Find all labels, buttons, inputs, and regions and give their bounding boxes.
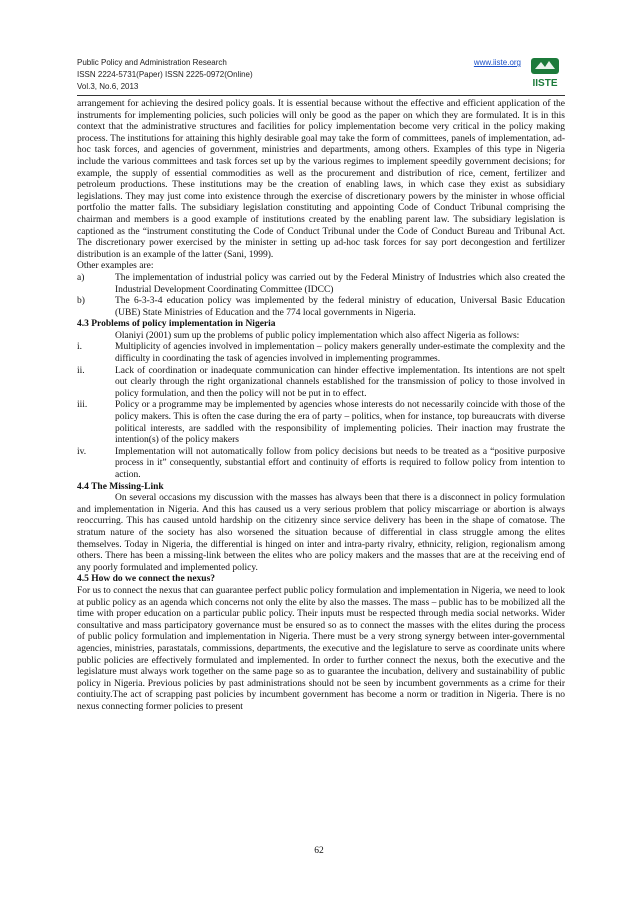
header-rule bbox=[77, 95, 565, 96]
list-item-text: Lack of coordination or inadequate communication can hinder effective implementation. Its intentions are not spelt out clearly through the right organizational channels established for the transmission of policy to those involved in policy formulation, and then the policy will not be put in to effect. bbox=[115, 365, 565, 399]
list-item bbox=[77, 447, 565, 482]
journal-title: Public Policy and Administration Research bbox=[77, 58, 227, 67]
paragraph: For us to connect the nexus that can guarantee perfect public policy formulation and implementation in Nigeria, we need to look at public policy as an agenda which concerns not only the elite by also the masses. The mass – public has to be mobilized all the time with proper education on a particular public policy. Their inputs must be respected through media social networks. Wider consultative and mass participatory governance must be ensured so as to connect the masses with the elites during the process of public policy formulation and implementation in Nigeria. There must be a very strong synergy between inter-governmental agencies, ministries, parastatals, commissions, departments, the executive and the legislature to serve as coordinate units where public policies are effectively formulated and implemented. In order to further connect the nexus, both the executive and the legislature must always work together on the same page so as to guarantee the incubation, delivery and sustainability of public policy in Nigeria. Previous policies by past administrations should not be seen by incumbent governments as a crime for their contiuity.The act of scrapping past policies by incumbent government has become a norm or tradition in Nigeria. There is no nexus connecting former policies to present bbox=[77, 585, 565, 712]
list-item-label: ii. bbox=[77, 365, 85, 376]
page-number: 62 bbox=[314, 846, 324, 856]
list-item bbox=[77, 273, 565, 296]
list-item-label: iv. bbox=[77, 446, 87, 457]
main-text bbox=[77, 99, 565, 713]
paragraph: On several occasions my discussion with the masses has always been that there is a disconnect in policy formulation and implementation in Nigeria. And this has caused us a very serious problem that policy miscarriage or abortion is always reoccurring. This has caused untold hardship on the citizenry since service delivery has been in the shape of comatose. The stratum nature of the society has also worsened the situation because of differential in class struggle among the elites themselves. Today in Nigeria, the differential is hinged on inter and intra-party rivalry, ethnicity, religion, regionalism among others. There has been a missing-link between the elites who are policy makers and the masses that are at the receiving end of any poorly formulated and implemented policy. bbox=[77, 493, 565, 573]
list-item-label: b) bbox=[77, 296, 85, 307]
list-item-text: Multiplicity of agencies involved in implementation – policy makers generally under-estimate the complexity and the difficulty in coordinating the task of agencies involved in implementing programmes. bbox=[115, 342, 565, 365]
list-item-label: a) bbox=[77, 272, 85, 283]
list-item bbox=[77, 400, 565, 446]
paragraph: Olaniyi (2001) sum up the problems of public policy implementation which also affect Nigeria as follows: bbox=[115, 330, 520, 341]
list-item-text: The 6-3-3-4 education policy was implemented by the federal ministry of education, Universal Basic Education (UBE) State Ministries of Education and the 774 local governments in Nigeria. bbox=[115, 296, 565, 318]
list-item bbox=[77, 342, 565, 365]
list-item-text: The implementation of industrial policy was carried out by the Federal Ministry of Industries which also created the Industrial Development Coordinating Committee (IDCC) bbox=[115, 272, 565, 295]
other-examples-label: Other examples are: bbox=[77, 261, 154, 272]
paragraph: arrangement for achieving the desired policy goals. It is essential because without the effective and efficient application of the instruments for implementing policies, such policies will only be good as the paper on which they are formulated. It is in this context that the administrative structures and facilities for policy implementation become very critical in the policy making process. The institutions for attaining this highly desirable goal may take the form of committees, panels of implementation, ad-hoc task forces, and agencies of government, ministries and departments, among others. Examples of this type in Nigeria include the various committees and task forces set up by the various regimes to implement speedily government decisions; for example, the supply of essential commodities as well as the procurement and distribution of rice, cement, fertilizer and petroleum productions. These institutions may be the creation of enabling laws, in which case they exist as subsidiary legislations. They may just come into existence through the exercise of discretionary powers by the minister in whose official portfolio the matter falls. The subsidiary legislation constituting and appointing Code of Conduct Tribunal comprising the chairman and members is a good example of institutions created by the enabling parent law. The subsidiary legislation is captioned as the “instrument constituting the Code of Conduct Tribunal under the Code of Conduct Bureau and Tribunal Act. The discretionary power exercised by the minister in setting up ad-hoc task forces for say port decongestion and fertilizer distribution is an example of the latter (Sani, 1999). bbox=[77, 99, 565, 260]
section-heading: 4.4 The Missing-Link bbox=[77, 481, 164, 492]
logo-text: IISTE bbox=[532, 78, 558, 89]
journal-issn: ISSN 2224-5731(Paper) ISSN 2225-0972(Online) bbox=[77, 70, 253, 79]
section-heading: 4.3 Problems of policy implementation in Nigeria bbox=[77, 319, 276, 330]
list-item-label: i. bbox=[77, 342, 83, 353]
journal-volume: Vol.3, No.6, 2013 bbox=[77, 82, 139, 91]
journal-url-link[interactable]: www.iiste.org bbox=[473, 58, 521, 67]
iiste-logo bbox=[525, 57, 565, 91]
list-item bbox=[77, 366, 565, 401]
list-item-text: Implementation will not automatically follow from policy decisions but needs to be treated as a “positive purposive process in it” consequently, substantial effort and continuity of efforts is required to follow policy from intention to action. bbox=[115, 446, 565, 480]
list-item bbox=[77, 296, 565, 319]
list-item-label: iii. bbox=[77, 400, 88, 411]
section-heading: 4.5 How do we connect the nexus? bbox=[77, 574, 216, 585]
list-item-text: Policy or a programme may be implemented by agencies whose interests do not necessarily coincide with those of the policy makers. This is often the case during the era of party – politics, when for instance, top bureaucrats with diverse political interests, are saddled with the responsibility of implementing policies. Their inaction may frustrate the intention(s) of the policy makers bbox=[115, 400, 565, 446]
